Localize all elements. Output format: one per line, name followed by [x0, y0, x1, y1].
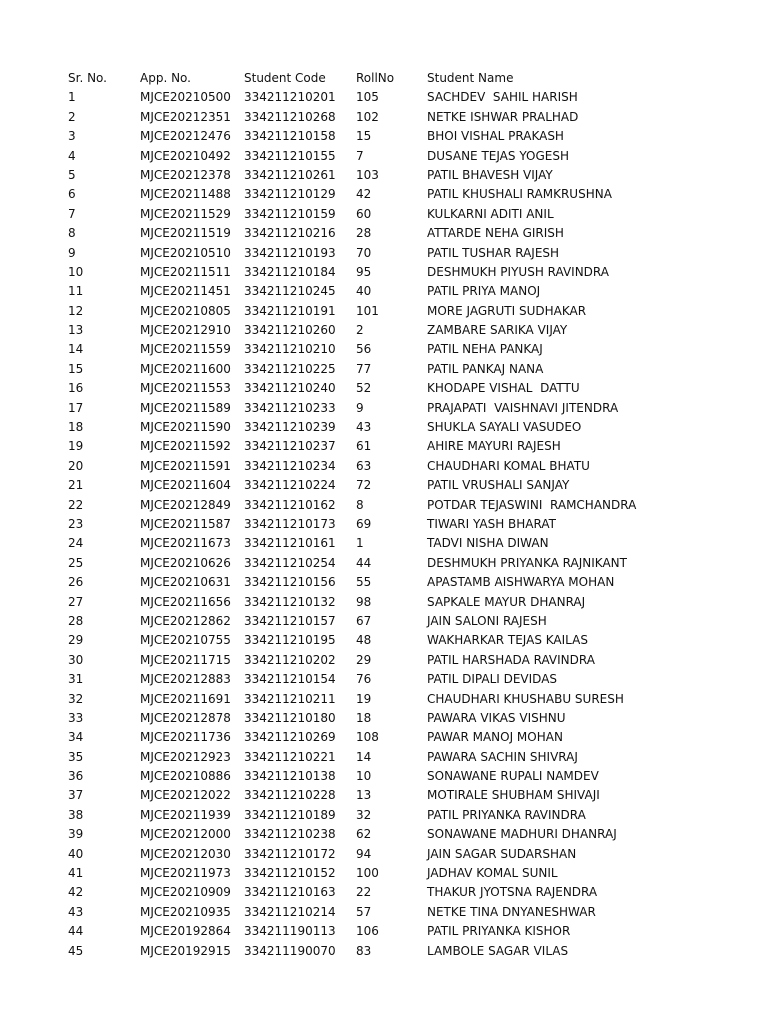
cell-sr-no: 41: [68, 866, 84, 881]
cell-sr-no: 37: [68, 788, 84, 803]
cell-roll-no: 15: [356, 129, 372, 144]
cell-student-code: 334211210211: [244, 691, 336, 706]
cell-student-name: PATIL KHUSHALI RAMKRUSHNA: [427, 187, 612, 202]
cell-sr-no: 38: [68, 807, 84, 822]
cell-app-no: MJCE20211511: [140, 264, 231, 279]
cell-app-no: MJCE20211736: [140, 730, 231, 745]
cell-student-code: 334211210193: [244, 245, 336, 260]
cell-sr-no: 23: [68, 516, 84, 531]
cell-student-code: 334211210156: [244, 575, 336, 590]
table-row: [68, 631, 758, 650]
cell-app-no: MJCE20211715: [140, 652, 231, 667]
cell-roll-no: 101: [356, 303, 379, 318]
table-row: [68, 825, 758, 844]
table-row: [68, 88, 758, 107]
cell-app-no: MJCE20212849: [140, 497, 231, 512]
cell-student-code: 334211210221: [244, 749, 336, 764]
cell-app-no: MJCE20211488: [140, 187, 231, 202]
table-row: [68, 709, 758, 728]
cell-app-no: MJCE20210755: [140, 633, 231, 648]
cell-roll-no: 56: [356, 342, 372, 357]
table-row: [68, 321, 758, 340]
cell-roll-no: 57: [356, 904, 372, 919]
table-header-row: [68, 69, 758, 88]
cell-sr-no: 29: [68, 633, 84, 648]
cell-student-name: PATIL VRUSHALI SANJAY: [427, 478, 570, 493]
cell-roll-no: 40: [356, 284, 372, 299]
cell-roll-no: 18: [356, 710, 372, 725]
cell-student-code: 334211210202: [244, 652, 336, 667]
cell-roll-no: 43: [356, 420, 372, 435]
cell-app-no: MJCE20210935: [140, 904, 231, 919]
cell-student-name: KHODAPE VISHAL DATTU: [427, 381, 580, 396]
cell-sr-no: 30: [68, 652, 84, 667]
cell-sr-no: 34: [68, 730, 84, 745]
cell-student-code: 334211210184: [244, 264, 336, 279]
cell-roll-no: 60: [356, 206, 372, 221]
cell-student-code: 334211210225: [244, 361, 336, 376]
cell-sr-no: 32: [68, 691, 84, 706]
cell-student-name: PATIL BHAVESH VIJAY: [427, 167, 553, 182]
cell-app-no: MJCE20211939: [140, 807, 231, 822]
cell-student-name: SAPKALE MAYUR DHANRAJ: [427, 594, 586, 609]
cell-app-no: MJCE20192915: [140, 943, 231, 958]
cell-app-no: MJCE20210805: [140, 303, 231, 318]
cell-student-code: 334211210254: [244, 555, 336, 570]
cell-student-code: 334211210172: [244, 846, 336, 861]
cell-student-code: 334211210138: [244, 769, 336, 784]
cell-app-no: MJCE20210500: [140, 90, 231, 105]
cell-student-code: 334211210157: [244, 613, 336, 628]
cell-roll-no: 63: [356, 458, 372, 473]
cell-student-name: WAKHARKAR TEJAS KAILAS: [427, 633, 588, 648]
table-row: [68, 612, 758, 631]
cell-app-no: MJCE20211590: [140, 420, 231, 435]
cell-student-name: JADHAV KOMAL SUNIL: [427, 866, 558, 881]
table-row: [68, 205, 758, 224]
table-row: [68, 515, 758, 534]
cell-sr-no: 17: [68, 400, 84, 415]
cell-student-code: 334211210161: [244, 536, 336, 551]
cell-sr-no: 13: [68, 323, 84, 338]
cell-student-code: 334211210132: [244, 594, 336, 609]
cell-student-name: PATIL DIPALI DEVIDAS: [427, 672, 558, 687]
cell-app-no: MJCE20212351: [140, 109, 231, 124]
cell-roll-no: 55: [356, 575, 372, 590]
cell-student-code: 334211210261: [244, 167, 336, 182]
cell-sr-no: 31: [68, 672, 84, 687]
table-row: [68, 845, 758, 864]
cell-roll-no: 1: [356, 536, 364, 551]
cell-sr-no: 12: [68, 303, 84, 318]
cell-sr-no: 16: [68, 381, 84, 396]
cell-sr-no: 14: [68, 342, 84, 357]
cell-sr-no: 9: [68, 245, 76, 260]
cell-app-no: MJCE20210886: [140, 769, 231, 784]
table-row: [68, 786, 758, 805]
cell-sr-no: 44: [68, 924, 84, 939]
cell-app-no: MJCE20212476: [140, 129, 231, 144]
cell-roll-no: 62: [356, 827, 372, 842]
cell-roll-no: 102: [356, 109, 379, 124]
cell-student-name: PATIL TUSHAR RAJESH: [427, 245, 560, 260]
cell-sr-no: 28: [68, 613, 84, 628]
cell-student-name: KULKARNI ADITI ANIL: [427, 206, 554, 221]
cell-student-name: PAWARA VIKAS VISHNU: [427, 710, 566, 725]
cell-app-no: MJCE20211673: [140, 536, 231, 551]
cell-roll-no: 7: [356, 148, 364, 163]
cell-student-code: 334211210216: [244, 226, 336, 241]
cell-sr-no: 33: [68, 710, 84, 725]
cell-student-code: 334211210159: [244, 206, 336, 221]
table-row: [68, 496, 758, 515]
table-row: [68, 457, 758, 476]
cell-app-no: MJCE20212022: [140, 788, 231, 803]
cell-student-code: 334211210129: [244, 187, 336, 202]
cell-student-name: CHAUDHARI KOMAL BHATU: [427, 458, 590, 473]
header-student-name: Student Name: [427, 71, 514, 85]
cell-roll-no: 8: [356, 497, 364, 512]
cell-student-code: 334211210173: [244, 516, 336, 531]
cell-roll-no: 106: [356, 924, 379, 939]
cell-sr-no: 18: [68, 420, 84, 435]
cell-sr-no: 39: [68, 827, 84, 842]
table-row: [68, 864, 758, 883]
cell-student-code: 334211210152: [244, 866, 336, 881]
cell-app-no: MJCE20211591: [140, 458, 231, 473]
cell-app-no: MJCE20211691: [140, 691, 231, 706]
table-row: [68, 922, 758, 941]
cell-student-code: 334211210180: [244, 710, 336, 725]
table-row: [68, 224, 758, 243]
cell-roll-no: 77: [356, 361, 372, 376]
cell-student-name: PATIL PRIYANKA KISHOR: [427, 924, 571, 939]
cell-roll-no: 95: [356, 264, 372, 279]
cell-sr-no: 25: [68, 555, 84, 570]
cell-roll-no: 32: [356, 807, 372, 822]
cell-roll-no: 105: [356, 90, 379, 105]
cell-student-code: 334211210210: [244, 342, 336, 357]
cell-app-no: MJCE20212378: [140, 167, 231, 182]
cell-student-name: PAWARA SACHIN SHIVRAJ: [427, 749, 578, 764]
cell-student-name: TADVI NISHA DIWAN: [427, 536, 549, 551]
cell-app-no: MJCE20210626: [140, 555, 231, 570]
cell-sr-no: 26: [68, 575, 84, 590]
cell-app-no: MJCE20210510: [140, 245, 231, 260]
cell-student-code: 334211210228: [244, 788, 336, 803]
cell-student-name: JAIN SALONI RAJESH: [427, 613, 547, 628]
cell-student-name: BHOI VISHAL PRAKASH: [427, 129, 564, 144]
table-row: [68, 360, 758, 379]
cell-app-no: MJCE20211600: [140, 361, 231, 376]
table-row: [68, 554, 758, 573]
student-list-table: [68, 69, 758, 961]
table-row: [68, 690, 758, 709]
cell-roll-no: 108: [356, 730, 379, 745]
table-row: [68, 476, 758, 495]
cell-student-name: MORE JAGRUTI SUDHAKAR: [427, 303, 587, 318]
cell-sr-no: 3: [68, 129, 76, 144]
cell-app-no: MJCE20211553: [140, 381, 231, 396]
cell-sr-no: 4: [68, 148, 76, 163]
cell-app-no: MJCE20210492: [140, 148, 231, 163]
cell-student-name: DESHMUKH PRIYANKA RAJNIKANT: [427, 555, 627, 570]
cell-roll-no: 69: [356, 516, 372, 531]
table-row: [68, 340, 758, 359]
cell-app-no: MJCE20211587: [140, 516, 231, 531]
table-row: [68, 147, 758, 166]
cell-sr-no: 15: [68, 361, 84, 376]
table-row: [68, 767, 758, 786]
table-row: [68, 282, 758, 301]
table-row: [68, 903, 758, 922]
table-row: [68, 437, 758, 456]
cell-roll-no: 103: [356, 167, 379, 182]
cell-student-name: PATIL NEHA PANKAJ: [427, 342, 543, 357]
cell-roll-no: 98: [356, 594, 372, 609]
cell-student-code: 334211210224: [244, 478, 336, 493]
cell-sr-no: 40: [68, 846, 84, 861]
cell-sr-no: 1: [68, 90, 76, 105]
table-row: [68, 573, 758, 592]
cell-student-name: PRAJAPATI VAISHNAVI JITENDRA: [427, 400, 619, 415]
cell-app-no: MJCE20212878: [140, 710, 231, 725]
cell-roll-no: 44: [356, 555, 372, 570]
table-row: [68, 166, 758, 185]
cell-roll-no: 67: [356, 613, 372, 628]
table-row: [68, 263, 758, 282]
cell-sr-no: 8: [68, 226, 76, 241]
cell-student-name: SHUKLA SAYALI VASUDEO: [427, 420, 582, 435]
cell-roll-no: 28: [356, 226, 372, 241]
cell-student-name: AHIRE MAYURI RAJESH: [427, 439, 561, 454]
cell-roll-no: 2: [356, 323, 364, 338]
cell-student-code: 334211210237: [244, 439, 336, 454]
cell-student-name: DESHMUKH PIYUSH RAVINDRA: [427, 264, 609, 279]
cell-app-no: MJCE20211656: [140, 594, 231, 609]
table-row: [68, 244, 758, 263]
table-row: [68, 379, 758, 398]
cell-roll-no: 61: [356, 439, 372, 454]
cell-student-name: PATIL PANKAJ NANA: [427, 361, 544, 376]
cell-roll-no: 52: [356, 381, 372, 396]
table-row: [68, 108, 758, 127]
table-row: [68, 806, 758, 825]
cell-student-name: CHAUDHARI KHUSHABU SURESH: [427, 691, 624, 706]
cell-student-code: 334211210233: [244, 400, 336, 415]
cell-app-no: MJCE20210631: [140, 575, 231, 590]
cell-roll-no: 42: [356, 187, 372, 202]
cell-student-code: 334211190070: [244, 943, 336, 958]
cell-app-no: MJCE20192864: [140, 924, 231, 939]
cell-sr-no: 42: [68, 885, 84, 900]
cell-roll-no: 100: [356, 866, 379, 881]
cell-student-name: APASTAMB AISHWARYA MOHAN: [427, 575, 615, 590]
cell-student-name: ZAMBARE SARIKA VIJAY: [427, 323, 568, 338]
cell-app-no: MJCE20212923: [140, 749, 231, 764]
cell-roll-no: 22: [356, 885, 372, 900]
cell-student-name: DUSANE TEJAS YOGESH: [427, 148, 569, 163]
cell-app-no: MJCE20212862: [140, 613, 231, 628]
cell-student-name: SONAWANE RUPALI NAMDEV: [427, 769, 599, 784]
cell-student-code: 334211210158: [244, 129, 336, 144]
cell-student-code: 334211210239: [244, 420, 336, 435]
table-row: [68, 127, 758, 146]
cell-student-name: TIWARI YASH BHARAT: [427, 516, 556, 531]
cell-student-name: ATTARDE NEHA GIRISH: [427, 226, 564, 241]
cell-student-code: 334211210238: [244, 827, 336, 842]
table-row: [68, 593, 758, 612]
cell-student-code: 334211210240: [244, 381, 336, 396]
cell-student-name: SONAWANE MADHURI DHANRAJ: [427, 827, 617, 842]
cell-sr-no: 7: [68, 206, 76, 221]
cell-student-name: LAMBOLE SAGAR VILAS: [427, 943, 569, 958]
table-row: [68, 883, 758, 902]
cell-student-name: MOTIRALE SHUBHAM SHIVAJI: [427, 788, 600, 803]
cell-roll-no: 48: [356, 633, 372, 648]
cell-student-name: JAIN SAGAR SUDARSHAN: [427, 846, 577, 861]
header-student-code: Student Code: [244, 71, 326, 85]
cell-student-code: 334211210155: [244, 148, 336, 163]
cell-roll-no: 13: [356, 788, 372, 803]
cell-roll-no: 14: [356, 749, 372, 764]
cell-sr-no: 27: [68, 594, 84, 609]
cell-student-name: THAKUR JYOTSNA RAJENDRA: [427, 885, 598, 900]
cell-roll-no: 72: [356, 478, 372, 493]
cell-app-no: MJCE20211592: [140, 439, 231, 454]
cell-app-no: MJCE20212883: [140, 672, 231, 687]
cell-app-no: MJCE20212030: [140, 846, 231, 861]
cell-roll-no: 83: [356, 943, 372, 958]
cell-student-name: SACHDEV SAHIL HARISH: [427, 90, 578, 105]
cell-sr-no: 11: [68, 284, 84, 299]
cell-student-name: NETKE TINA DNYANESHWAR: [427, 904, 596, 919]
table-row: [68, 418, 758, 437]
cell-sr-no: 35: [68, 749, 84, 764]
header-app-no: App. No.: [140, 71, 191, 85]
cell-roll-no: 29: [356, 652, 372, 667]
cell-roll-no: 70: [356, 245, 372, 260]
cell-student-name: POTDAR TEJASWINI RAMCHANDRA: [427, 497, 637, 512]
cell-student-code: 334211210268: [244, 109, 336, 124]
cell-student-name: PATIL PRIYANKA RAVINDRA: [427, 807, 586, 822]
table-row: [68, 670, 758, 689]
cell-sr-no: 5: [68, 167, 76, 182]
cell-sr-no: 20: [68, 458, 84, 473]
table-row: [68, 942, 758, 961]
cell-sr-no: 24: [68, 536, 84, 551]
table-row: [68, 651, 758, 670]
table-body: [68, 88, 758, 961]
cell-sr-no: 19: [68, 439, 84, 454]
cell-roll-no: 76: [356, 672, 372, 687]
cell-student-code: 334211210162: [244, 497, 336, 512]
cell-roll-no: 9: [356, 400, 364, 415]
cell-sr-no: 43: [68, 904, 84, 919]
table-row: [68, 728, 758, 747]
table-row: [68, 302, 758, 321]
cell-sr-no: 36: [68, 769, 84, 784]
cell-student-code: 334211210195: [244, 633, 336, 648]
table-row: [68, 185, 758, 204]
cell-sr-no: 21: [68, 478, 84, 493]
cell-app-no: MJCE20211529: [140, 206, 231, 221]
table-row: [68, 534, 758, 553]
cell-student-code: 334211210260: [244, 323, 336, 338]
cell-student-code: 334211210269: [244, 730, 336, 745]
cell-app-no: MJCE20211451: [140, 284, 231, 299]
cell-student-name: NETKE ISHWAR PRALHAD: [427, 109, 579, 124]
cell-app-no: MJCE20212000: [140, 827, 231, 842]
cell-roll-no: 19: [356, 691, 372, 706]
cell-sr-no: 6: [68, 187, 76, 202]
header-roll-no: RollNo: [356, 71, 395, 85]
cell-sr-no: 2: [68, 109, 76, 124]
cell-student-code: 334211210191: [244, 303, 336, 318]
table-row: [68, 748, 758, 767]
cell-student-code: 334211210154: [244, 672, 336, 687]
header-sr-no: Sr. No.: [68, 71, 107, 85]
cell-app-no: MJCE20210909: [140, 885, 231, 900]
cell-student-code: 334211190113: [244, 924, 336, 939]
cell-student-code: 334211210214: [244, 904, 336, 919]
cell-app-no: MJCE20211973: [140, 866, 231, 881]
cell-roll-no: 94: [356, 846, 372, 861]
cell-student-name: PATIL PRIYA MANOJ: [427, 284, 541, 299]
cell-student-name: PAWAR MANOJ MOHAN: [427, 730, 563, 745]
cell-sr-no: 45: [68, 943, 84, 958]
cell-student-code: 334211210201: [244, 90, 336, 105]
cell-roll-no: 10: [356, 769, 372, 784]
cell-app-no: MJCE20211559: [140, 342, 231, 357]
cell-student-code: 334211210245: [244, 284, 336, 299]
cell-student-code: 334211210234: [244, 458, 336, 473]
cell-app-no: MJCE20211604: [140, 478, 231, 493]
cell-sr-no: 22: [68, 497, 84, 512]
cell-app-no: MJCE20211519: [140, 226, 231, 241]
cell-student-code: 334211210163: [244, 885, 336, 900]
cell-sr-no: 10: [68, 264, 84, 279]
cell-app-no: MJCE20211589: [140, 400, 231, 415]
cell-student-code: 334211210189: [244, 807, 336, 822]
cell-app-no: MJCE20212910: [140, 323, 231, 338]
table-row: [68, 399, 758, 418]
cell-student-name: PATIL HARSHADA RAVINDRA: [427, 652, 595, 667]
